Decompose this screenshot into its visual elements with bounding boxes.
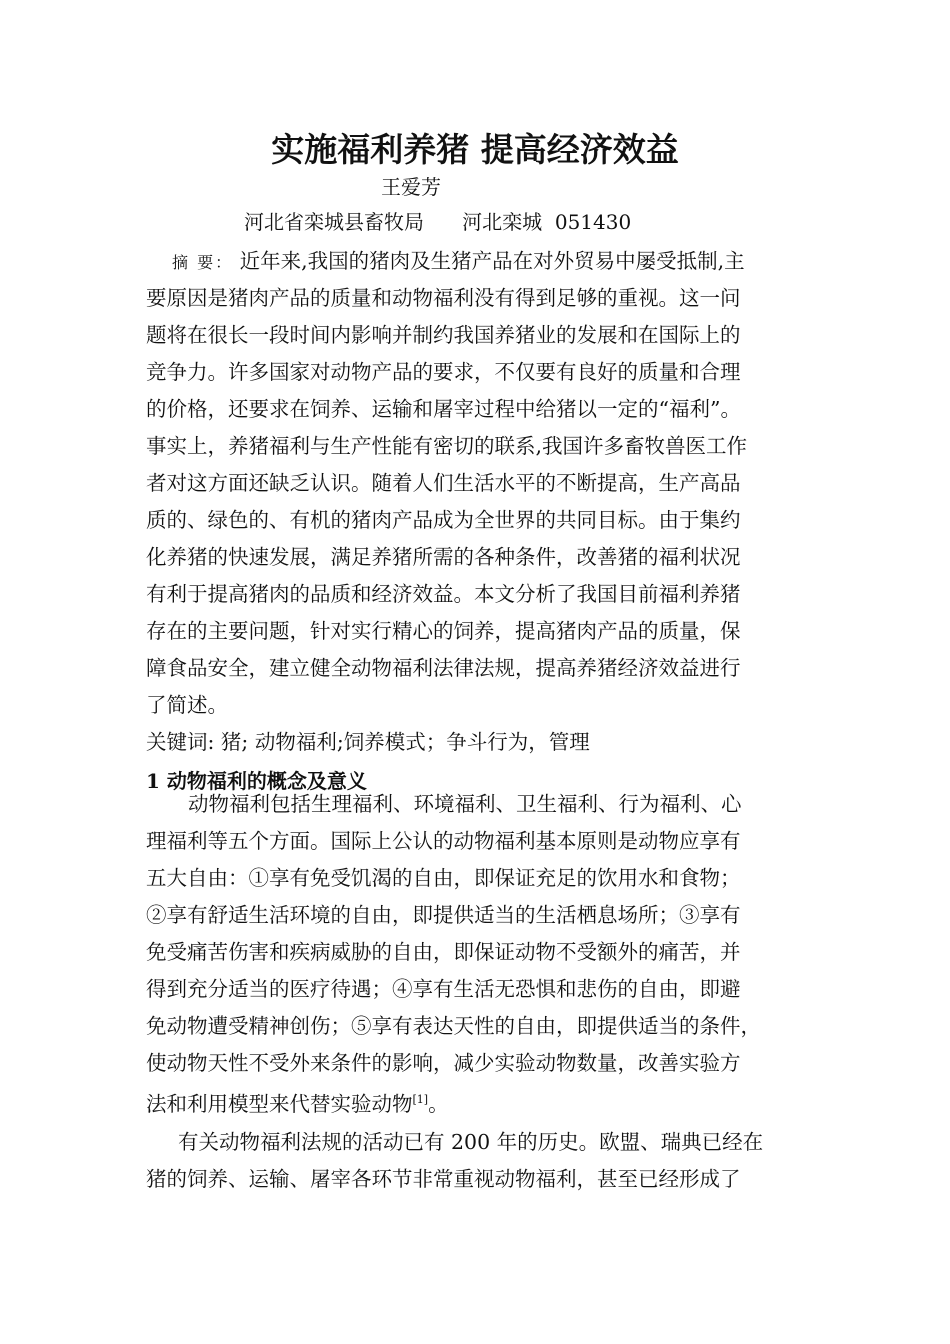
abstract-line: 存在的主要问题，针对实行精心的饲养，提高猪肉产品的质量，保 bbox=[146, 619, 741, 643]
abstract-line-1 bbox=[172, 243, 745, 281]
abstract-line: 事实上，养猪福利与生产性能有密切的联系,我国许多畜牧兽医工作 bbox=[146, 434, 748, 458]
abstract-text: 近年来,我国的猪肉及生猪产品在对外贸易中屡受抵制,主 bbox=[239, 249, 745, 273]
abstract-line: 竞争力。许多国家对动物产品的要求，不仅要有良好的质量和合理 bbox=[146, 360, 741, 384]
paragraph-line-with-citation bbox=[146, 1082, 449, 1122]
abstract-line: 题将在很长一段时间内影响并制约我国养猪业的发展和在国际上的 bbox=[146, 323, 741, 347]
document-title: 实施福利养猪 提高经济效益 bbox=[271, 130, 679, 169]
paragraph-line: 免受痛苦伤害和疾病威胁的自由，即保证动物不受额外的痛苦，并 bbox=[146, 940, 741, 964]
paragraph-line: 使动物天性不受外来条件的影响，减少实验动物数量，改善实验方 bbox=[146, 1051, 741, 1075]
paragraph-line: 得到充分适当的医疗待遇；④享有生活无恐惧和悲伤的自由，即避 bbox=[146, 977, 741, 1001]
abstract-line: 化养猪的快速发展，满足养猪所需的各种条件，改善猪的福利状况 bbox=[146, 545, 741, 569]
abstract-line: 要原因是猪肉产品的质量和动物福利没有得到足够的重视。这一问 bbox=[146, 286, 741, 310]
citation-ref: [1] bbox=[412, 1093, 429, 1106]
abstract-line: 障食品安全，建立健全动物福利法律法规，提高养猪经济效益进行 bbox=[146, 656, 741, 680]
paragraph-text: 法和利用模型来代替实验动物 bbox=[146, 1091, 413, 1116]
paragraph-line: 有关动物福利法规的活动已有 200 年的历史。欧盟、瑞典已经在 bbox=[178, 1130, 764, 1154]
section-heading: 1 动物福利的概念及意义 bbox=[146, 769, 367, 793]
author-name: 王爱芳 bbox=[381, 175, 441, 199]
author-affiliation: 河北省栾城县畜牧局 河北栾城 051430 bbox=[244, 210, 632, 234]
keywords: 关键词: 猪; 动物福利;饲养模式；争斗行为，管理 bbox=[146, 730, 590, 754]
abstract-line: 的价格，还要求在饲养、运输和屠宰过程中给猪以一定的“福利”。 bbox=[146, 397, 741, 421]
paragraph-end: 。 bbox=[428, 1091, 449, 1116]
paragraph-line: 动物福利包括生理福利、环境福利、卫生福利、行为福利、心 bbox=[188, 792, 742, 816]
abstract-line: 了简述。 bbox=[146, 693, 228, 717]
paragraph-line: 猪的饲养、运输、屠宰各环节非常重视动物福利，甚至已经形成了 bbox=[146, 1167, 741, 1191]
paragraph-line: 五大自由：①享有免受饥渴的自由，即保证充足的饮用水和食物； bbox=[146, 866, 741, 890]
paragraph-line: 免动物遭受精神创伤；⑤享有表达天性的自由，即提供适当的条件， bbox=[146, 1014, 761, 1038]
paragraph-line: ②享有舒适生活环境的自由，即提供适当的生活栖息场所；③享有 bbox=[146, 903, 741, 927]
abstract-line: 质的、绿色的、有机的猪肉产品成为全世界的共同目标。由于集约 bbox=[146, 508, 741, 532]
abstract-line: 者对这方面还缺乏认识。随着人们生活水平的不断提高，生产高品 bbox=[146, 471, 741, 495]
abstract-line: 有利于提高猪肉的品质和经济效益。本文分析了我国目前福利养猪 bbox=[146, 582, 741, 606]
abstract-label: 摘 要： bbox=[172, 253, 234, 272]
paragraph-line: 理福利等五个方面。国际上公认的动物福利基本原则是动物应享有 bbox=[146, 829, 741, 853]
